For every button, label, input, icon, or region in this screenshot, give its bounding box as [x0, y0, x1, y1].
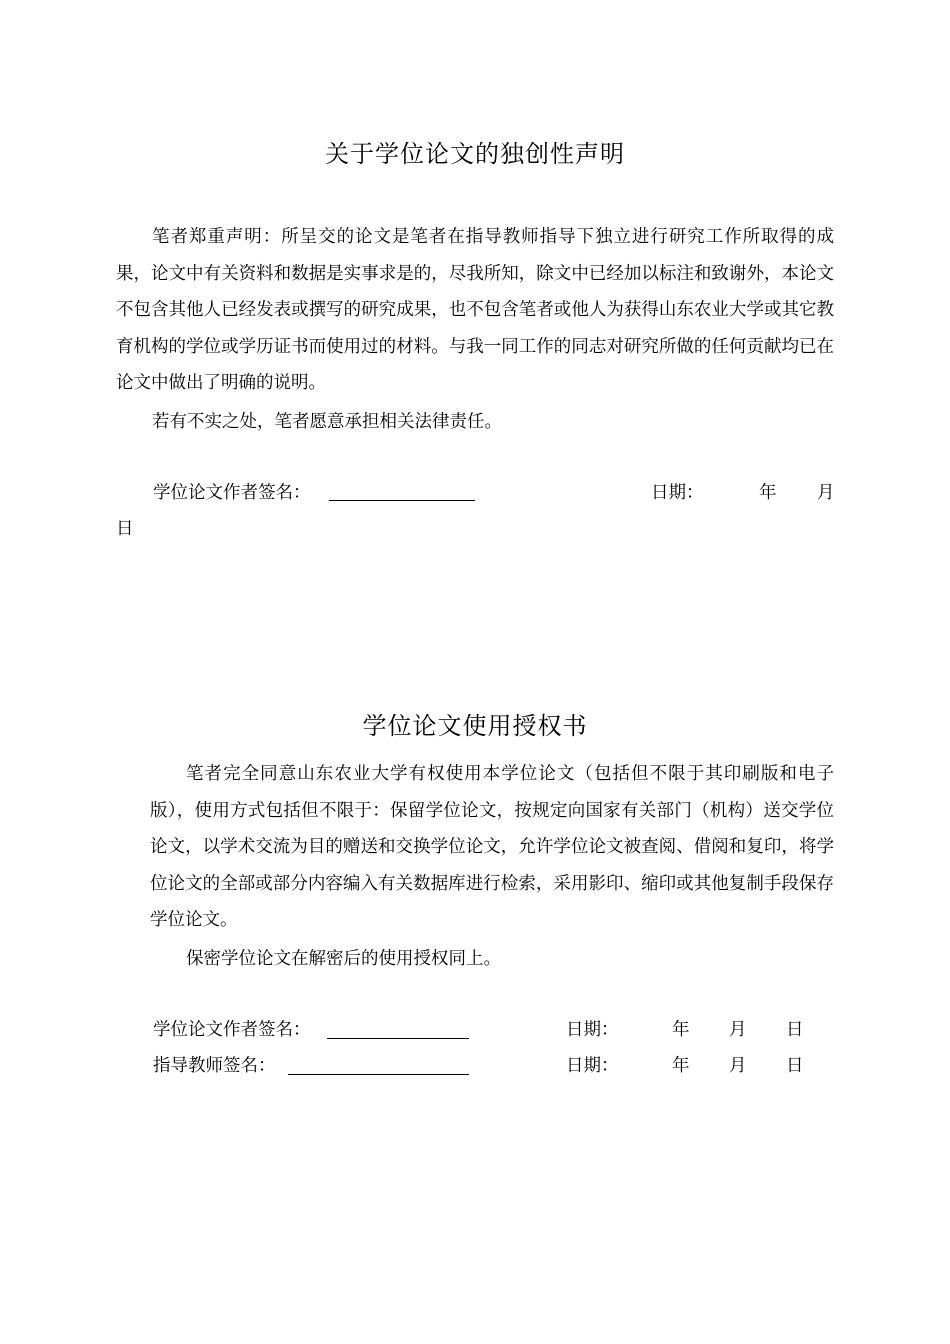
month-label: 月: [817, 483, 835, 503]
day-label: 日: [786, 1056, 804, 1076]
declaration-paragraph-1: 笔者郑重声明：所呈交的论文是笔者在指导教师指导下独立进行研究工作所取得的成果，论文中有关资料和数据是实事求是的，尽我所知，除文中已经加以标注和致谢外，本论文不包含其他人已经发表或撰写的研究成果，也不包含笔者或他人为获得山东农业大学或其它教育机构的学位或学历证书而使用过的材料。与我一同工作的同志对研究所做的任何贡献均已在论文中做出了明确的说明。: [116, 227, 834, 393]
author-signature-label: 学位论文作者签名：: [153, 1020, 311, 1040]
authorization-paragraph-2: 保密学位论文在解密后的使用授权同上。: [186, 949, 501, 969]
declaration-title: 关于学位论文的独创性声明: [325, 140, 625, 168]
author-signature-label: 学位论文作者签名：: [153, 483, 311, 503]
month-label: 月: [729, 1020, 747, 1040]
year-label: 年: [759, 483, 777, 503]
date-label: 日期：: [566, 1020, 619, 1040]
advisor-signature-blank[interactable]: [288, 1074, 469, 1075]
day-label: 日: [116, 519, 134, 539]
advisor-signature-label: 指导教师签名：: [153, 1056, 276, 1076]
year-label: 年: [672, 1056, 690, 1076]
date-label: 日期：: [651, 483, 704, 503]
author-signature-blank[interactable]: [327, 1038, 469, 1039]
month-label: 月: [729, 1056, 747, 1076]
authorization-title: 学位论文使用授权书: [362, 712, 588, 740]
declaration-paragraph-2: 若有不实之处，笔者愿意承担相关法律责任。: [152, 412, 502, 432]
day-label: 日: [786, 1020, 804, 1040]
author-signature-blank[interactable]: [329, 500, 475, 501]
year-label: 年: [672, 1020, 690, 1040]
date-label: 日期：: [566, 1056, 619, 1076]
authorization-paragraph-1: 笔者完全同意山东农业大学有权使用本学位论文（包括但不限于其印刷版和电子版），使用方式包括但不限于：保留学位论文，按规定向国家有关部门（机构）送交学位论文，以学术交流为目的赠送和交换学位论文，允许学位论文被查阅、借阅和复印，将学位论文的全部或部分内容编入有关数据库进行检索，采用影印、缩印或其他复制手段保存学位论文。: [150, 764, 834, 930]
